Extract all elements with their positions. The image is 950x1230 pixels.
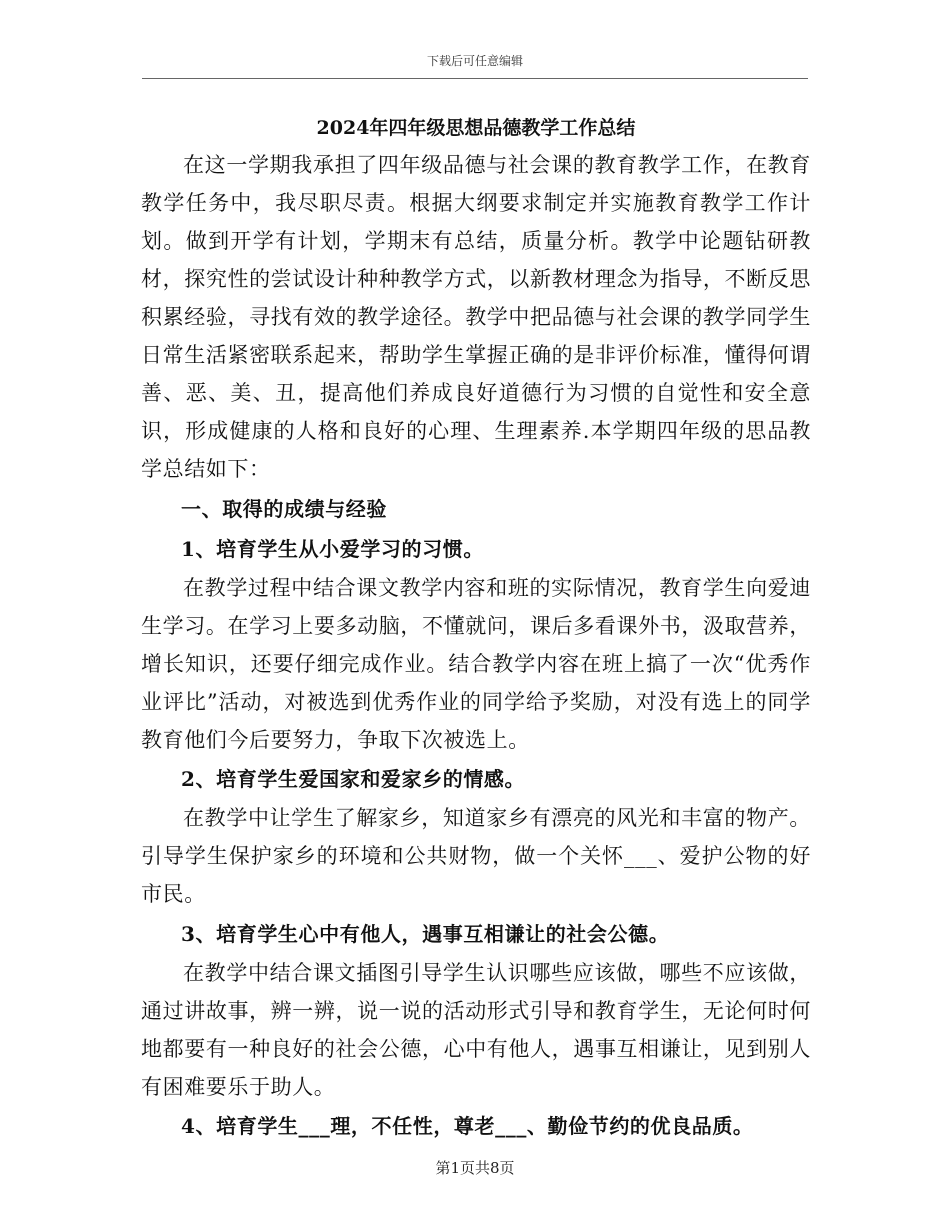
document-title: 2024年四年级思想品德教学工作总结 (316, 117, 636, 139)
item-heading-1: 1、培育学生从小爱学习的习惯。 (181, 536, 484, 561)
item-heading-4: 4、培育学生___理，不任性，尊老___、勤俭节约的优良品质。 (181, 1114, 754, 1138)
item-heading-3: 3、培育学生心中有他人，遇事互相谦让的社会公德。 (181, 921, 670, 946)
page-number: 第1页共8页 (435, 1159, 515, 1177)
header-note: 下载后可任意编辑 (426, 54, 523, 68)
intro-paragraph: 在这一学期我承担了四年级品德与社会课的教育教学工作，在教育教学任务中，我尽职尽责。根据大纲要求制定并实施教育教学工作计划。做到开学有计划，学期末有总结，质量分析。教学中论题钻研教材，探究性的尝试设计种种教学方式，以新教材理念为指导，不断反思积累经验，寻找有效的教学途径。教学中把品德与社会课的教学同学生日常生活紧密联系起来，帮助学生掌握正确的是非评价标准，懂得何谓善、恶、美、丑，提高他们养成良好道德行为习惯的自觉性和安全意识，形成健康的人格和良好的心理、生理素养.本学期四年级的思品教学总结如下： (141, 153, 811, 481)
item-body-2: 在教学中让学生了解家乡，知道家乡有漂亮的风光和丰富的物产。引导学生保护家乡的环境和公共财物，做一个关怀___、爱护公物的好市民。 (141, 806, 811, 906)
document-body (141, 110, 811, 1146)
item-body-1: 在教学过程中结合课文教学内容和班的实际情况，教育学生向爱迪生学习。在学习上要多动脑，不懂就问，课后多看课外书，汲取营养，增长知识，还要仔细完成作业。结合教学内容在班上搞了一次“优秀作业评比”活动，对被选到优秀作业的同学给予奖励，对没有选上的同学教育他们今后要努力，争取下次被选上。 (141, 575, 811, 752)
item-body-3: 在教学中结合课文插图引导学生认识哪些应该做，哪些不应该做，通过讲故事，辨一辨，说一说的活动形式引导和教育学生，无论何时何地都要有一种良好的社会公德，心中有他人，遇事互相谦让，见到别人有困难要乐于助人。 (141, 960, 811, 1099)
item-heading-2: 2、培育学生爱国家和爱家乡的情感。 (181, 767, 526, 791)
section-heading-achievements: 一、取得的成绩与经验 (181, 496, 387, 521)
header-divider (142, 78, 808, 79)
